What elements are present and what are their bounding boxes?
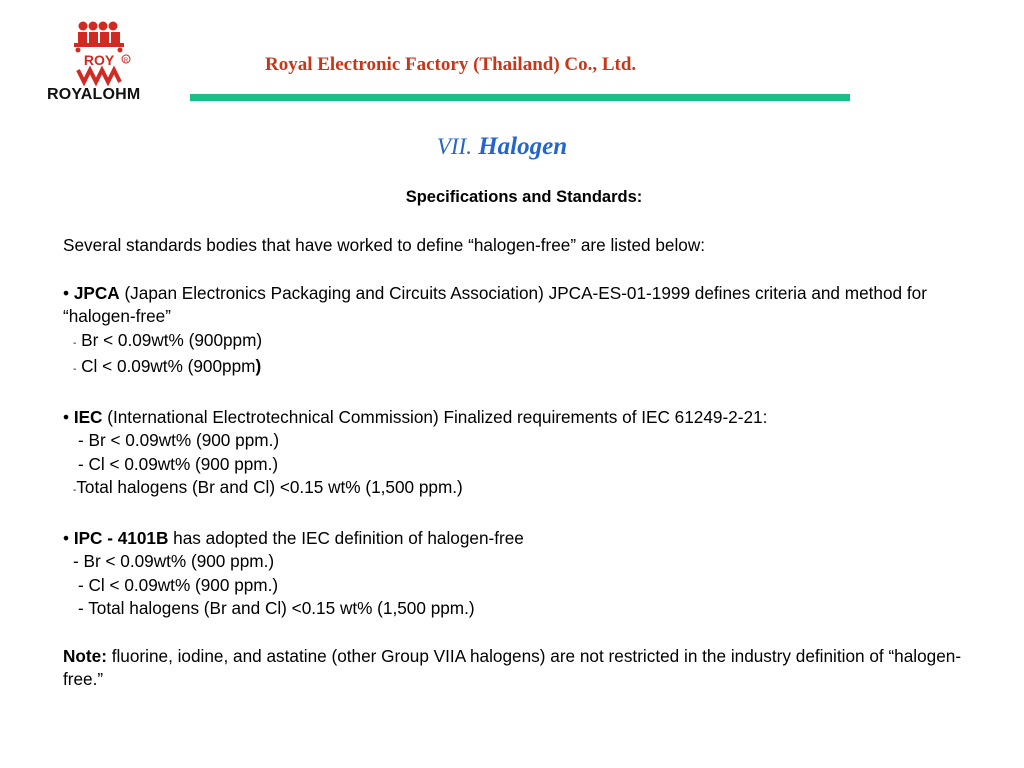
bold-paren: ): [255, 356, 262, 376]
iec-paragraph: [63, 406, 983, 430]
dash: -: [73, 364, 77, 375]
intro-paragraph: Several standards bodies that have worked to define “halogen-free” are listed below:: [63, 235, 706, 255]
page-title: [0, 133, 1004, 161]
header-divider: [190, 94, 850, 101]
dash: -: [73, 337, 77, 349]
company-name: Royal Electronic Factory (Thailand) Co., Ltd.: [265, 54, 637, 75]
jpca-name: JPCA: [73, 282, 120, 303]
page-subtitle: Specifications and Standards:: [405, 188, 643, 206]
iec-item-br: - Br < 0.09wt% (900 ppm.): [78, 430, 280, 450]
note-paragraph: [63, 645, 983, 692]
note-label: Note:: [63, 645, 107, 666]
jpca-item-br: [63, 329, 983, 356]
iec-total-text: Total halogens (Br and Cl) <0.15 wt% (1,500 ppm.): [76, 477, 463, 497]
iec-item-total: [63, 476, 983, 503]
iec-name: IEC: [73, 406, 103, 427]
ipc-name: IPC - 4101B: [73, 527, 169, 548]
note-text: fluorine, iodine, and astatine (other Group VIIA halogens) are not restricted in the industry definition of “halogen-free.”: [63, 645, 962, 689]
iec-item-cl: - Cl < 0.09wt% (900 ppm.): [78, 453, 279, 474]
jpca-paragraph: [63, 282, 983, 329]
logo-mark-text: ROY: [83, 52, 115, 68]
ipc-item-total: - Total halogens (Br and Cl) <0.15 wt% (1,500 ppm.): [78, 598, 475, 618]
ipc-item-cl: - Cl < 0.09wt% (900 ppm.): [78, 574, 279, 595]
ipc-description: has adopted the IEC definition of halogen-free: [168, 527, 524, 548]
content-body: [63, 234, 983, 692]
ipc-paragraph: [63, 527, 983, 551]
bullet: •: [63, 406, 70, 427]
bullet: •: [63, 527, 70, 548]
iec-description: (International Electrotechnical Commission) Finalized requirements of IEC 61249-2-21:: [102, 406, 768, 427]
jpca-item-cl: [63, 355, 983, 382]
svg-text:R: R: [123, 58, 129, 64]
royalohm-logo-icon: [44, 18, 148, 88]
jpca-description: (Japan Electronics Packaging and Circuits Association) JPCA-ES-01-1999 defines criteria and method for “halogen-free”: [63, 282, 927, 326]
section-title: Halogen: [478, 133, 568, 160]
bullet: •: [63, 282, 70, 303]
dash: -: [73, 485, 77, 496]
section-number: VII.: [436, 134, 472, 159]
jpca-item-text: Br < 0.09wt% (900ppm): [81, 329, 263, 350]
ipc-item-br: - Br < 0.09wt% (900 ppm.): [73, 551, 275, 571]
logo-text: ROYALOHM: [47, 86, 141, 103]
jpca-item-text: Cl < 0.09wt% (900ppm: [81, 356, 256, 376]
